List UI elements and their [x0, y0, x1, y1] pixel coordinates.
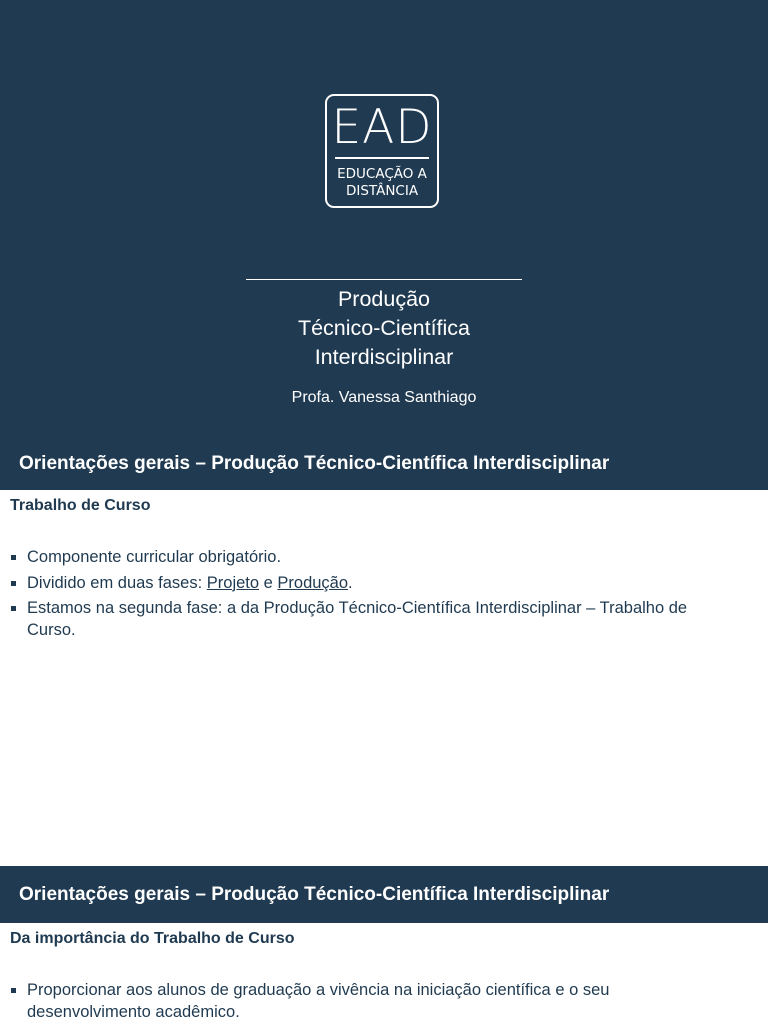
bullet-text: Proporcionar aos alunos de graduação a vivência na iniciação científica e o seu desenvolvimento acadêmico.	[27, 981, 610, 1021]
slide1-header-bar	[0, 445, 768, 490]
slide2-bullet-list	[10, 980, 730, 1027]
bullet-text-prefix: Dividido em duas fases:	[27, 573, 207, 592]
bullet-text-suffix: .	[348, 573, 353, 592]
logo-subtitle	[327, 166, 437, 200]
logo-subtitle-line1: EDUCAÇÃO A	[337, 166, 427, 182]
slide2-header-bar	[0, 866, 768, 923]
producao-link[interactable]: Produção	[277, 573, 349, 592]
bullet-square-icon	[11, 581, 16, 586]
slide2-subheading: Da importância do Trabalho de Curso	[10, 930, 295, 947]
slide1-subheading: Trabalho de Curso	[10, 497, 151, 514]
slide1-header-title: Orientações gerais – Produção Técnico-Científica Interdisciplinar	[19, 453, 610, 474]
bullet-square-icon	[11, 988, 16, 993]
bullet-square-icon	[11, 606, 16, 611]
list-item	[10, 547, 730, 569]
cover-title	[184, 285, 584, 372]
cover-slide	[0, 0, 768, 490]
bullet-text-mid: e	[259, 573, 278, 592]
bullet-text: Estamos na segunda fase: a da Produção Técnico-Científica Interdisciplinar – Trabalho de Curso.	[27, 599, 688, 639]
slide2-header-title: Orientações gerais – Produção Técnico-Científica Interdisciplinar	[19, 884, 610, 905]
title-divider	[246, 279, 522, 280]
bullet-square-icon	[11, 555, 16, 560]
logo-wordmark: EAD	[331, 100, 433, 155]
logo-divider	[335, 157, 429, 159]
ead-logo	[325, 94, 439, 208]
list-item	[10, 980, 730, 1023]
logo-subtitle-line2: DISTÂNCIA	[345, 183, 419, 199]
bullet-text: Componente curricular obrigatório.	[27, 548, 282, 566]
slide1-bullet-list	[10, 547, 730, 645]
cover-title-line1: Produção	[337, 287, 431, 311]
cover-author: Profa. Vanessa Santhiago	[291, 389, 477, 406]
list-item	[10, 573, 730, 595]
projeto-link[interactable]: Projeto	[206, 573, 260, 592]
list-item	[10, 598, 730, 641]
cover-title-line2: Técnico-Científica	[297, 316, 471, 340]
cover-title-line3: Interdisciplinar	[314, 345, 454, 369]
